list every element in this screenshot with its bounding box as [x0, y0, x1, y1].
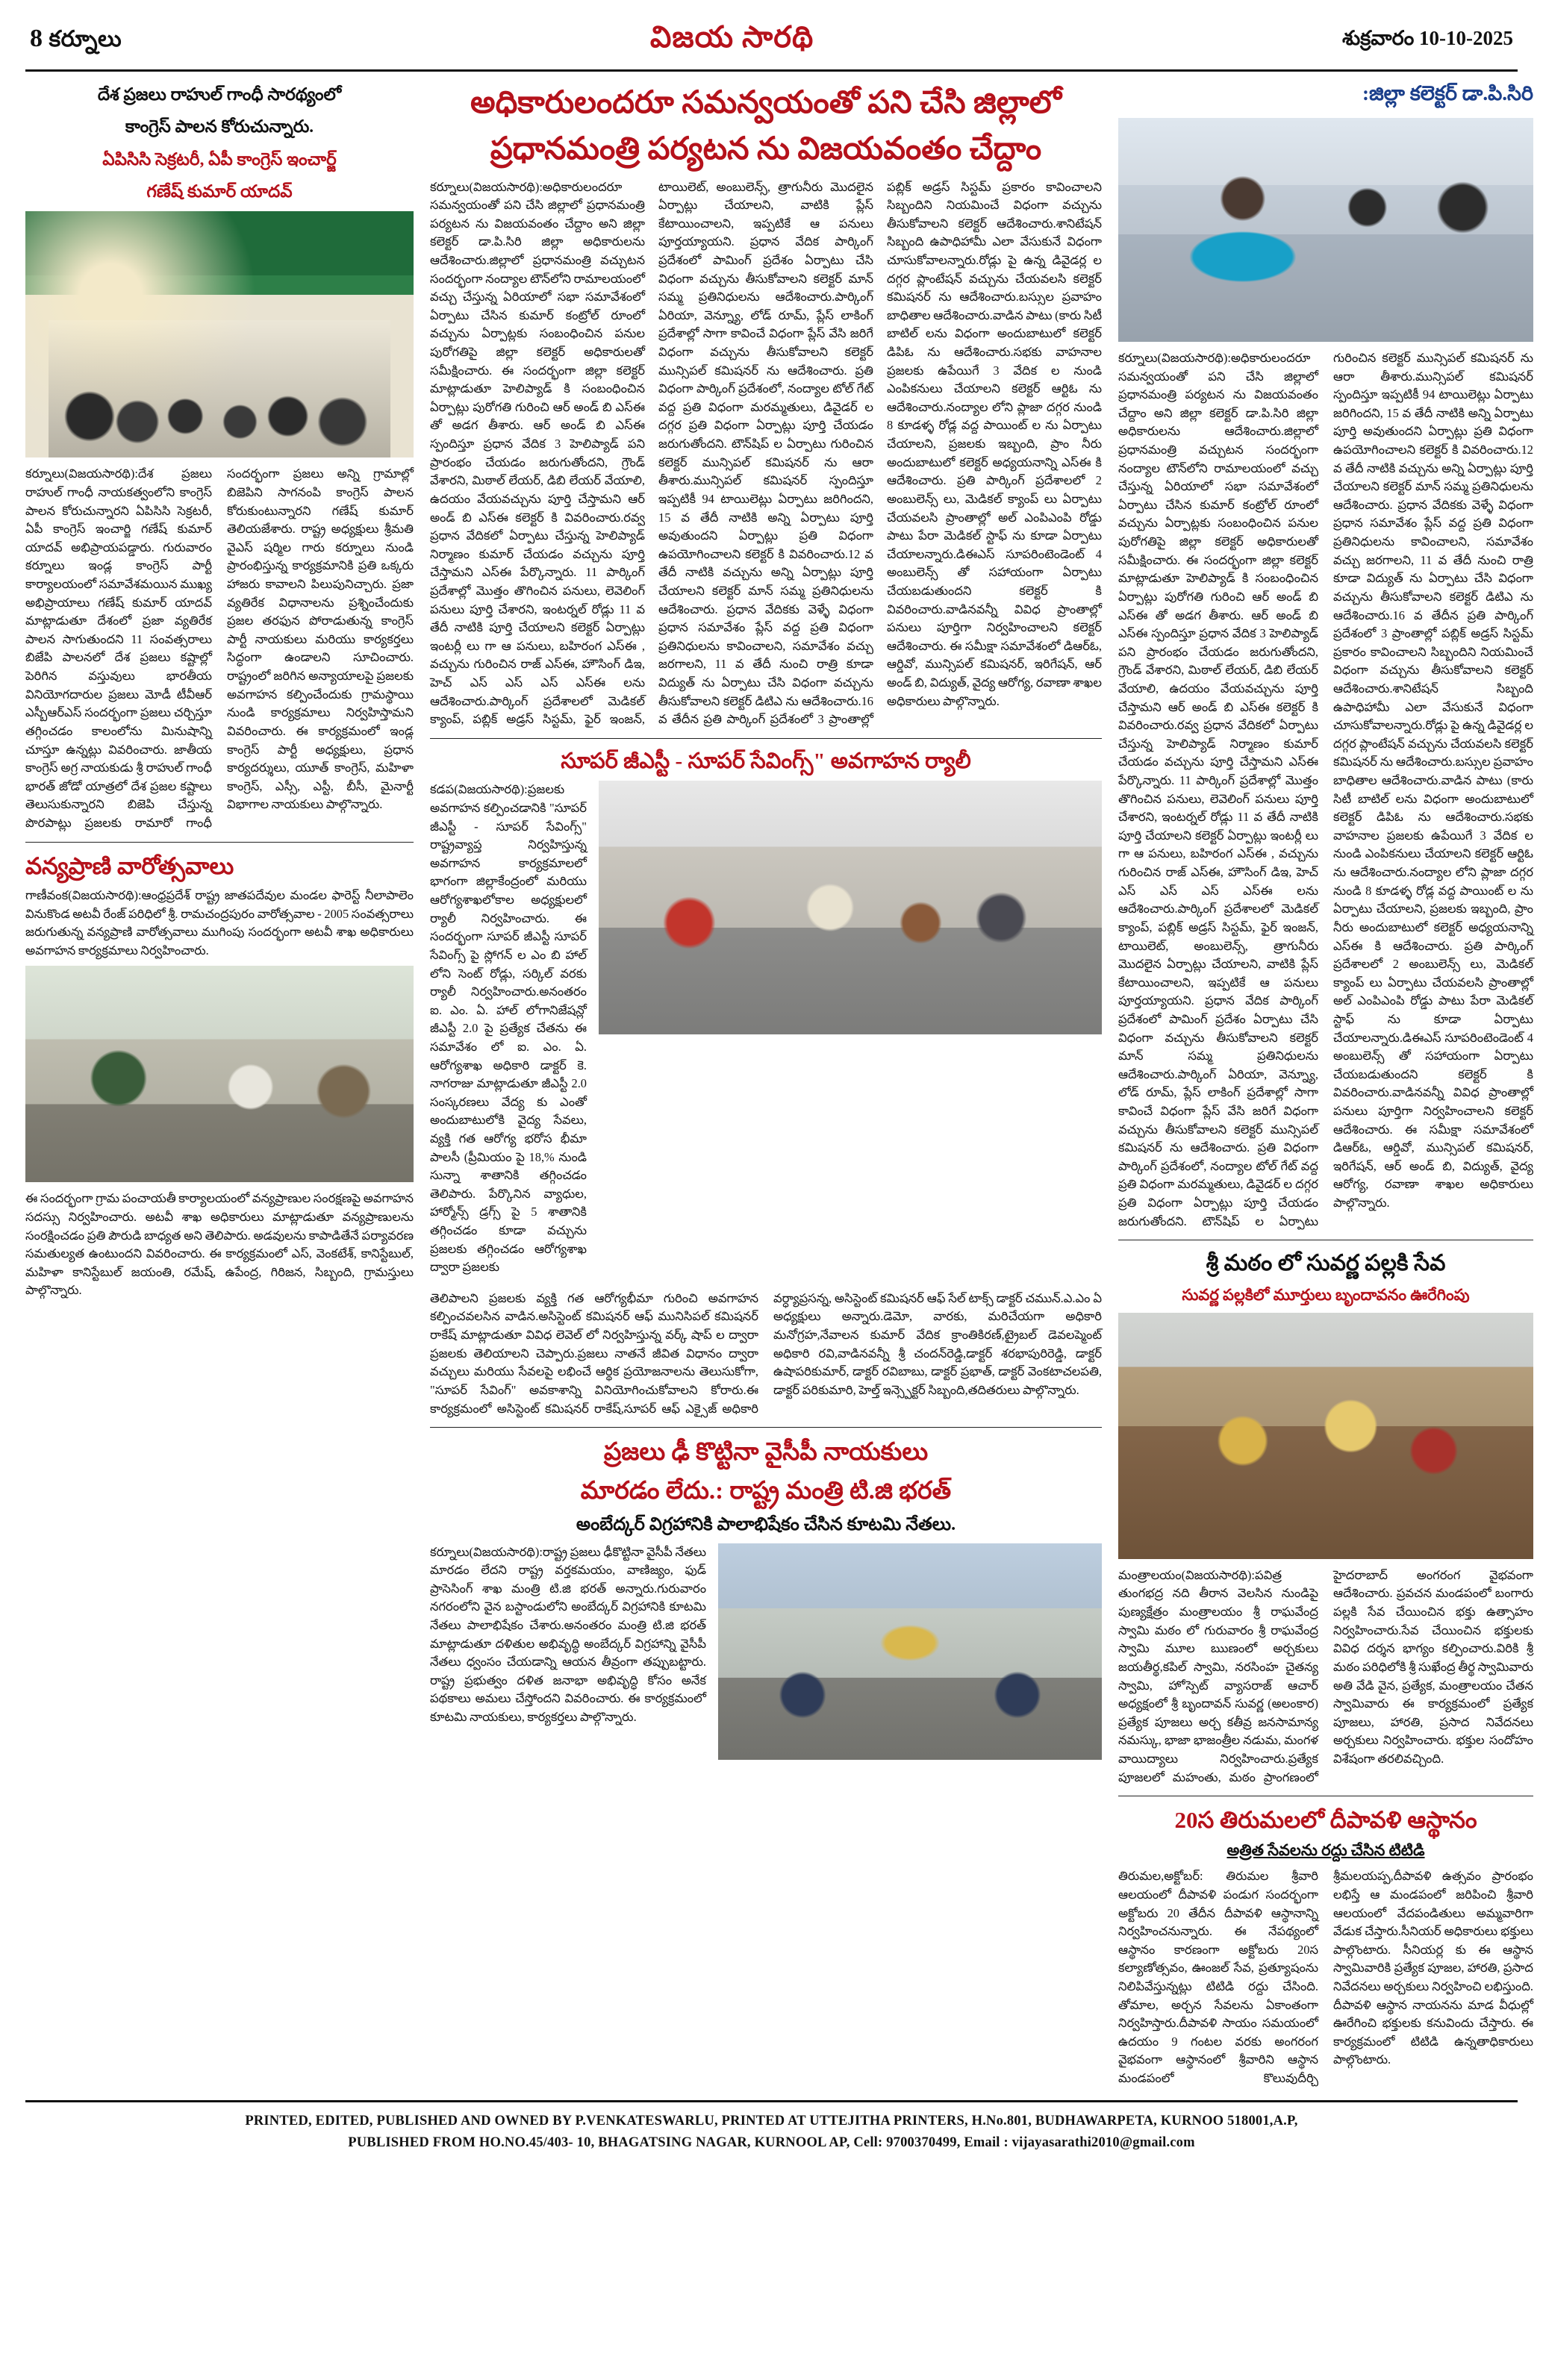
- tirumala-body: [1118, 1867, 1533, 2087]
- wildlife-heading: వన్యప్రాణి వారోత్సవాలు: [25, 852, 234, 879]
- wildlife-week-photo: [25, 966, 414, 1182]
- srisailam-paragraph: మంత్రాలయం(విజయసారథి):పవిత్ర తుంగభద్ర నది తీరాన వెలసిన నుండిపై పుణ్యక్షేత్రం మంత్రాలయం శ్రీ రాఘవేంద్ర స్వామి మఠం లో గురువారం శ్రీ రాఘవేంద్ర స్వామి మూల ఋణంలో అర్చకులు జయతీర్థ,కపిల్ స్వామి, నరసింహ చైతన్య స్వామి, హోస్పెట్ వ్యాసరాజ్ ఆచార్ అధ్యక్షంలో శ్రీ బృందావన్ సువర్ణ (అలంకార) ప్రత్యేక పూజలు అర్చ కతీవ్ర జనసామాన్య నమస్కు, భాజా భాజంత్రీల నడుమ, మంగళ వాయిద్యాలు నిర్వహించారు.ప్రత్యేక పూజలలో మహంతు, మఠం ప్రాంగణంలో హైదరాబాద్ అంగరంగ వైభవంగా ఆదేశించారు. ప్రవచన మండపంలో బంగారు పల్లకి సేవ చేయించిన భక్తు ఉత్సాహం నిర్వహించారు.సేవ చేయించిన భక్తులకు వివిధ దర్శన భాగ్యం కల్పించారు.విరికి శ్రీ మఠం పరిధిలోకి శ్రీ సుఖేంద్ర తీర్థ స్వామివారు అతి వేడి వైన, ప్రత్యేక, మంత్రాలయం చేతన స్వామివారు ఈ కార్యక్రమంలో ప్రత్యేక పూజలు, హారతి, ప్రసాద నివేదనలు అర్చకులు నిర్వహించారు. భక్తుల సందోహం విశేషంగా తరలివచ్చింది.: [1118, 1567, 1533, 1784]
- date-line: శుక్రవారం 10-10-2025: [1341, 26, 1513, 49]
- tirumala-paragraph: తిరుమల,అక్టోబర్: తిరుమల శ్రీవారి ఆలయంలో దీపావళి పండుగ సందర్భంగా అక్టోబరు 20 తేదీన దీపావళి ఆస్థానాన్ని నిర్వహించనున్నారు. ఈ నేపథ్యంలో ఆస్థానం కారణంగా అక్టోబరు 20స కల్యాణోత్సవం, ఊంజల్ సేవ, ప్రత్యూషంను నిలిపివేస్తున్నట్లు టిటిడి రద్దు చేసింది. తోమాల, అర్చన సేవలను ఏకాంతంగా నిర్వహిస్తారు.దీపావళి సాయం సమయంలో ఉదయం 9 గంటల వరకు అంగరంగ వైభవంగా ఆస్థానంలో శ్రీవారిని ఆస్థాన మండపంలో కొలువుదీర్చి శ్రీమలయప్ప,దీపావళి ఉత్సవం ప్రారంభం లభిస్తే ఆ మండపంలో జరిపించి శ్రీవారి ఆలయంలో వేదపండితులు అమ్మవారిగా వేడుక చేస్తారు.సీనియర్ అధికారులు భక్తులు పాల్గొంటారు. సీనియర్ల కు ఈ ఆస్థాన స్వామివారికి ప్రత్యేక పూజల, హారతి, ప్రసాద నివేదనలు అర్చకులు నిర్వహించి లభిస్తుంది. దీపావళి ఆస్థాన నాయనను మాడ వీధుల్లో ఊరేగించి భక్తులకు కనువిందు చేస్తారు. ఈ కార్యక్రమంలో టిటిడి ఉన్నతాధికారులు పాల్గొంటారు.: [1118, 1869, 1533, 2086]
- tirumala-subhead: అత్రిత సేవలను రద్దు చేసిన టిటిడి: [1226, 1840, 1425, 1859]
- main-headline-line-1: అధికారులందరూ సమన్వయంతో పని చేసి జిల్లాలో: [470, 86, 1062, 120]
- left-column: [25, 82, 414, 2088]
- left-kicker-3: ఏపిసిసి సెక్రటరీ, ఏపీ కాంగ్రెస్ ఇంచార్జ్: [102, 149, 337, 169]
- page-columns: [25, 72, 1533, 2088]
- srisailam-caption: సువర్ణ పల్లకిలో మూర్తులు బృందావనం ఊరేగింపు: [1182, 1285, 1470, 1304]
- srisailam-heading: శ్రీ మఠం లో సువర్ణ పల్లకి సేవ: [1206, 1251, 1446, 1276]
- wildlife-intro-paragraph: గాణీవంక(విజయసారథి):ఆంధ్రప్రదేశ్ రాష్ట్ర జాతపదేవుల మండల ఫారెస్ట్ నీలాపాలెం వినుకొండ అటవీ రేంజ్ పరిధిలో శ్రీ. రామచంద్రపురం వారోత్సవాల - 2005 సంవత్సరాలు జరుగుతున్న వన్యప్రాణి వారోత్సవాలు ముగింపు సందర్భంగా అటవీ శాఖ అధికారులు అవగాహన కార్యక్రమాలు నిర్వహించారు.: [25, 887, 414, 958]
- imprint-footer: [25, 2100, 1518, 2170]
- main-article-paragraph: కర్నూలు(విజయసారథి):అధికారులందరూ సమన్వయంతో పని చేసి జిల్లాలో ప్రధానమంత్రి పర్యటన ను విజయవంతం చేద్దాం అని జిల్లా కలెక్టర్ డా.పి.సిరి జిల్లా అధికారులను ఆదేశించారు.జిల్లాలో ప్రధానమంత్రి వచ్చుటన సందర్భంగా నంద్యాల టౌన్‌లోని రామాలయంలో వచ్చు చేస్తున్న ఏరియాలో సభా సమావేశంలో ఏర్పాటు చేసిన కుమార్ కంట్రోల్ రూంలో వచ్చును ఏర్పాట్లకు సంబంధించిన పనుల పురోగతిపై జిల్లా కలెక్టర్ అధికారులతో సమీక్షించారు. ఈ సందర్భంగా జిల్లా కలెక్టర్ మాట్లాడుతూ హెలిప్యాడ్ కి సంబంధించిన ఏర్పాట్లు పురోగతి గురించి ఆర్ అండ్ బి ఎస్ఈ తో అడగ తీశారు. ఆర్ అండ్ బి ఎస్ఈ స్పందిస్తూ ప్రధాన వేదిక 3 హెలిప్యాడ్ పని ప్రారంభం చేయడం జరుగుతోందని, గ్రౌండ్ వేశారని, మిఠాల్ లేయర్, డిబి లేయర్ వేయాలి, ఉదయం వేయవచ్చును పూర్తి చేస్తామని ఆర్ అండ్ బి ఎస్ఈ కలెక్టర్ కి వివరించారు.రవ్వ ప్రధాన వేదికలో ఏర్పాటు చేస్తున్న హెలిప్యాడ్ నిర్మాణం కుమార్ చేయడం వచ్చును పూర్తి చేస్తామని ఎస్ఈ పేర్కొన్నారు. 11 పార్కింగ్ ప్రదేశాల్లో మొత్తం తొగించిన పనులు, లెవెలింగ్ పనులు పూర్తి చేశారని, ఇంటర్నల్ రోడ్లు 11 వ తేదీ నాటికి పూర్తి చేయాలని కలెక్టర్ ఏర్పాట్లు ఇంటర్లీ లు గా ఆ పనులు, బహిరంగ ఎస్ఈ , వచ్చును గురించిన రాజ్ ఎస్ఈ, హౌసింగ్ డిఇ, హెచ్ ఎస్ ఎస్ ఎస్ ఎస్ఈ లను ఆదేశించారు.పార్కింగ్ ప్రదేశాలలో మెడికల్ క్యాంప్, పబ్లిక్ అడ్రస్ సిస్టమ్, ఫైర్ ఇంజన్, టాయిలెట్, అంబులెన్స్, త్రాగునీరు మొదలైన ఏర్పాట్లు చేయాలని, వాటికి ప్లేస్ కేటాయించాలని, ఇప్పటికే ఆ పనులు పూర్తయ్యాయని. ప్రధాన వేదిక పార్కింగ్ ప్రదేశంలో పామింగ్ ప్రదేశం ఏర్పాటు చేసి విధంగా వచ్చును తీసుకోవాలని కలెక్టర్ మాన్ సమ్మ ప్రతినిధులను ఆదేశించారు.పార్కింగ్ ఏరియా, వెన్న్యూ, లోడ్ రూమ్, ప్లేస్ లాకింగ్ ప్రదేశాల్లో సాగా కావించే విధంగా ప్లేస్ వేసి జరిగే విధంగా వచ్చును తీసుకోవాలని కలెక్టర్ మున్సిపల్ కమిషనర్ ను ఆదేశించారు. ప్రతి విధంగా పార్కింగ్ ప్రదేశంలో, నంద్యాల టోల్ గేట్ వద్ద ప్రతి విధంగా మరమ్మతులు, డివైడర్ ల దగ్గర ప్రతి విధంగా ఏర్పాట్లు పూర్తి చేయడం జరుగుతోందని. టౌన్‌షిప్ ల ఏర్పాటు గురించిన కలెక్టర్ మున్సిపల్ కమిషనర్ ను ఆరా తీశారు.మున్సిపల్ కమిషనర్ స్పందిస్తూ ఇప్పటికీ 94 టాయిలెట్లు ఏర్పాటు జరిగిందని, 15 వ తేదీ నాటికి అన్ని ఏర్పాటు పూర్తి అవుతుందని ఏర్పాట్లు ప్రతి విధంగా ఉపయోగించాలని కలెక్టర్ కి వివరించారు.12 వ తేదీ నాటికి వచ్చును అన్ని ఏర్పాట్లు పూర్తి చేయాలని కలెక్టర్ మాన్ సమ్మ ప్రతినిధులను ఆదేశించారు. ప్రధాన వేదికకు వెళ్ళే విధంగా ప్రధాన సమావేశం ప్లేస్ వద్ద ప్రతి విధంగా ప్రతినిధులను కావించాలని, సమావేశం వచ్చు జరగాలని, 11 వ తేదీ నుంచి రాత్రి కూడా విద్యుత్ ను ఏర్పాటు చేసి విధంగా వచ్చును తీసుకోవాలని కలెక్టర్ డిటిఎ ను ఆదేశించారు.16 వ తేదీన ప్రతి పార్కింగ్ ప్రదేశంలో 3 ప్రాంతాల్లో పబ్లిక్ అడ్రస్ సిస్టమ్ ప్రకారం కావించాలని సిబ్బందిని నియమించే విధంగా వచ్చును తీసుకోవాలని కలెక్టర్ ఆదేశించారు.శానిటేషన్ సిబ్బంది ఉపాధిహామీ ఎలా వేసుకునే విధంగా చూసుకోవాలన్నారు.రోడ్లు పై ఉన్న డివైడర్ల ల దగ్గర ప్లాంటేషన్ వచ్చును చేయవలసి కలెక్టర్ కమిషనర్ ను ఆదేశించారు.బస్సుల ప్రవాహం బాధితాల ఆదేశించారు.వాడిన పాటు (కారు సిటీ బాటిల్ లను విధంగా అందుబాటులో కలెక్టర్ డిపిఓ ను ఆదేశించారు.సభకు వాహనాల ప్రజలకు ఉపేయిగే 3 వేదిక ల నుండి ఎంపికనులు చేయాలని కలెక్టర్ ఆర్టిఓ ను ఆదేశించారు.నంద్యాల లోని ప్లాజా దగ్గర నుండి 8 కూడళ్ళ రోడ్ల వద్ద పాయింట్ ల ను ఏర్పాటు చేయాలని, ప్రజలకు ఇబ్బంది, ప్రాం నీరు అందుబాటులో కలెక్టర్ అధ్యయనాన్ని ఎస్ఈ కి ఆదేశించారు. ప్రతి పార్కింగ్ ప్రదేశాలలో 2 అంబులెన్స్ లు, మెడికల్ క్యాంప్ లు ఏర్పాటు చేయవలసి ప్రాంతాల్లో అల్ ఎంపిఎంపి రోడ్డు పాటు పేరా మెడికల్ స్టాఫ్ ను కూడా ఏర్పాటు చేయాలన్నారు.డిఈఎస్ సూపరింటెండెంట్ 4 అంబులెన్స్ తో సహాయంగా ఏర్పాటు చేయబడుతుందని కలెక్టర్ కి వివరించారు.వాడినవన్నీ వివిధ ప్రాంతాల్లో పనులు పూర్తిగా నిర్వహించాలని కలెక్టర్ ఆదేశించారు. ఈ సమీక్షా సమావేశంలో డిఆర్ఓ, ఆర్డివో, మున్సిపల్ కమిషనర్, ఇరిగేషన్, ఆర్ అండ్ బి, విద్యుత్, వైద్య ఆరోగ్య, రవాణా శాఖల అధికారులు పాల్గొన్నారు.: [430, 179, 1102, 727]
- page-edition-label: కర్నూలు: [49, 26, 122, 51]
- ysrcp-body: [430, 1543, 706, 1760]
- divider: [430, 738, 1102, 739]
- srisailam-body: [1118, 1567, 1533, 1787]
- gst-rally-block: [430, 781, 1102, 1281]
- middle-column: [430, 82, 1102, 2088]
- ysrcp-headline-line-2: మారడం లేదు.: రాష్ట్ర మంత్రి టి.జి భరత్: [580, 1478, 952, 1505]
- gst-rally-right-paragraph: తెలిపాలని ప్రజలకు వ్యక్తి గత ఆరోగ్యభీమా గురించి అవగాహన కల్పించవలసిన వాడిన.అసిస్టెంట్ కమిషనర్ ఆఫ్ మునిసిపల్ కమిషనర్ రాకేష్ మాట్లాడుతూ వివిధ లెవెల్ లో నిర్వహిస్తున్న వర్క్ షాప్ ల ద్వారా ప్రజలకు తెలియాలని చెప్పారు.ప్రజలు నాతనే జీవిత విధానం ద్వారా వచ్చులు మరియు సేవలపై లభించే ఆర్థిక ప్రయోజనాలను తెలుసుకోగా, "సూపర్ సేవింగ్" అవకాశాన్ని వినియోగించుకోవాలని కోరారు.ఈ కార్యక్రమంలో అసిస్టెంట్ కమిషనర్ రాకేష్,సూపర్ ఆఫ్ ఎక్సైజ్ అధికారి వర్ధ్యాప్రసన్న, అసిస్టెంట్ కమిషనర్ ఆఫ్ సేల్ టాక్స్ డాక్టర్ చమున్.ఎ.ఎం ఏ అధ్యక్షులు అన్నారు.డెమో, వారకు, మరిచేయగా అధికారి మనోగ్రహ,నేవాలన కుమార్ వేదిక క్రాంతికిరణ్,ట్రైబల్ డెవలప్మెంట్ అధికారి రవి,వాడినవన్నీ శ్రీ చందన్‌రెడ్డి,డాక్టర్ శరభాపురిరెడ్డి, డాక్టర్ ఉషాపరికుమార్, డాక్టర్ రవిబాబు, డాక్టర్ ప్రభాత్, డాక్టర్ వెంకటాచలపతి, డాక్టర్ పరికుమారి, హెల్త్ ఇన్స్పెక్టర్ సిబ్బంది,తదితరులు పాల్గొన్నారు.: [430, 1290, 1102, 1416]
- ysrcp-headline-line-1: ప్రజలు ఢీ కొట్టినా వైసీపీ నాయకులు: [603, 1439, 929, 1467]
- tirumala-heading: 20స తిరుమలలో దీపావళి ఆస్థానం: [1174, 1807, 1477, 1834]
- left-kicker-1: దేశ ప్రజలు రాహుల్ గాంధీ సారథ్యంలో: [97, 85, 342, 104]
- masthead: [25, 16, 1518, 72]
- gst-rally-body-left: [430, 781, 587, 1281]
- ambedkar-statue-photo: [718, 1543, 1102, 1760]
- collector-photo-caption: :జిల్లా కలెక్టర్ డా.పి.సిరి: [1362, 82, 1533, 104]
- main-headline-line-2: ప్రధానమంత్రి పర్యటన ను విజయవంతం చేద్దాం: [490, 132, 1042, 167]
- paper-name: విజయ సారథి: [649, 20, 814, 54]
- left-kicker-2: కాంగ్రెస్ పాలన కోరుచున్నారు.: [125, 117, 314, 137]
- golden-palanquin-procession-photo: [1118, 1313, 1533, 1559]
- ysrcp-paragraph: కర్నూలు(విజయసారథి):రాష్ట్ర ప్రజలు ఢీకొట్టినా వైసీపీ నేతలు మారడం లేదని రాష్ట్ర వర్తకమయం, వాణిజ్యం, ఫుడ్ ప్రాసెసింగ్ శాఖ మంత్రి టి.జి భరత్ అన్నారు.గురువారం నగరంలోని వైన బస్టాండులోని అంబేద్కర్ విగ్రహానికి కూటమి నేతలు పాలాభిషేకం చేశారు.అనంతరం మంత్రి టి.జి భరత్ మాట్లాడుతూ దళితుల అభివృద్ధి అంబేద్కర్ విగ్రహాన్ని వైసీపీ నేతలు ధ్వంసం చేయడాన్ని ఆయన తీవ్రంగా తప్పుబట్టారు. రాష్ట్ర ప్రభుత్వం దళిత జనాభా అభివృద్ధి కోసం అనేక పథకాలు అమలు చేస్తోందని వివరించారు. ఈ కార్యక్రమంలో కూటమి నాయకులు, కార్యకర్తలు పాల్గొన్నారు.: [430, 1544, 706, 1725]
- gst-rally-left-paragraph: కడప(విజయసారథి):ప్రజలకు అవగాహన కల్పించడానికి "సూపర్ జీఎస్టీ - సూపర్ సేవింగ్స్" రాష్ట్రవ్యాప్త నిర్వహిస్తున్న అవగాహన కార్యక్రమాలలో భాగంగా జిల్లాకేంద్రంలో మరియు ఆరోగ్యశాఖలోకాల అధ్యక్షులలో ర్యాలీ నిర్వహించారు. ఈ సందర్భంగా సూపర్ జీఎస్టీ సూపర్ సేవింగ్స్ పై స్లోగన్ ల ఎం బి హాల్ లోని సెంట్ రోడ్లు, సర్కిల్ వరకు ర్యాలీ నిర్వహించారు.అనంతరం ఐ. ఎం. ఏ. హాల్ లోగానిజేషన్లో జీఎస్టీ 2.0 పై ప్రత్యేక చేతను ఈ సమావేశం లో ఐ. ఎం. ఏ. ఆరోగ్యశాఖ అధికారి డాక్టర్ కె. నాగరాజు మాట్లాడుతూ జీఎస్టీ 2.0 సంస్కరణలు వేద్య కు ఎంతో అందుబాటులోకి వైద్య సేవలు, వ్యక్తి గత ఆరోగ్య భరోస భీమా పాలసీ (ప్రీమియం పై 18,% నుండి సున్నా శాతానికి తగ్గించడం తెలిపారు. పేర్కొనిన వ్యాధుల, హార్మోన్స్ డ్రగ్స్ పై 5 శాతానికి తగ్గించడం కూడా వచ్చును ప్రజలకు తగ్గించడం ఆరోగ్యశాఖ ద్వారా ప్రజలకు: [430, 782, 587, 1275]
- imprint-line-2: PUBLISHED FROM HO.NO.45/403- 10, BHAGATSING NAGAR, KURNOOL AP, Cell: 9700370499, Email : vijayasarathi2010@gmail.com: [348, 2135, 1195, 2151]
- left-article-paragraph: కర్నూలు(విజయసారథి):దేశ ప్రజలు రాహుల్ గాంధీ నాయకత్వంలోని కాంగ్రెస్ పాలన కోరుచున్నారని ఏపిసిసి సెక్రటరీ, ఏపీ కాంగ్రెస్ ఇంచార్జి గణేష్ కుమార్ యాదవ్ అభిప్రాయపడ్డారు. గురువారం కర్నూలు ఇండ్ల కాంగ్రెస్ పార్టీ కార్యాలయంలో సమావేశమయిన ముఖ్య అభిప్రాయాలు గణేష్ కుమార్ యాదవ్ మాట్లాడుతూ దేశంలో ప్రజా వ్యతిరేక పాలన సాగుతుందని 11 సంవత్సరాలు బిజేపి పాలనలో దేశ ప్రజలు కష్టాల్లో పెరిగిన వస్తువులు భారతీయ వినియోగదారుల ప్రజలు మోడీ టీవీఆర్ ఎస్బీఆర్ఎస్ సందర్భంగా ప్రజలు చర్చిస్తూ తగ్గించడం కాలంలోను మినుషాన్ని చూస్తూ ఉన్నట్లు వివరించారు. జాతీయ కాంగ్రెస్ అగ్ర నాయకుడు శ్రీ రాహుల్ గాంధీ భారత్ జోడో యాత్రలో దేశ ప్రజల కష్టాలు తెలుసుకున్నారని బిజెపి చేస్తున్న పొరపాట్లు ప్రజలకు రామారో గాంధీ సందర్భంగా ప్రజలు అన్ని గ్రామాల్లో బిజెపిని సాగనంపి కాంగ్రెస్ పాలన కోరుకుంటున్నారని గణేష్ కుమార్ తెలియజేశారు. రాష్ట్ర అధ్యక్షులు శ్రీమతి వైఎస్ షర్మిల గారు కర్నూలు నుండి ప్రారంభిస్తున్న కార్యక్రమానికి ప్రతి ఒక్కరు హాజరు కావాలని పిలుపునిచ్చారు. ప్రజా వ్యతిరేక విధానాలను ప్రశ్నించేందుకు ప్రజల తరఫున పోరాడుతున్న కాంగ్రెస్ పార్టీ నాయకులు మరియు కార్యకర్తలు సిద్ధంగా ఉండాలని సూచించారు. రాష్ట్రంలో జరిగిన అన్యాయాలపై ప్రజలకు అవగాహన కల్పించేందుకు గ్రామస్థాయి నుండి కార్యక్రమాలు నిర్వహిస్తామని వివరించారు. ఈ కార్యక్రమంలో ఇండ్ల కాంగ్రెస్ పార్టీ అధ్యక్షులు, ప్రధాన కార్యదర్శులు, యూత్ కాంగ్రెస్, మహిళా కాంగ్రెస్, ఎస్సీ, ఎస్టీ, బీసీ, మైనార్టీ విభాగాల నాయకులు పాల్గొన్నారు.: [25, 466, 414, 830]
- congress-meeting-photo: [25, 211, 414, 457]
- divider: [25, 842, 414, 843]
- gst-awareness-rally-photo: [599, 781, 1102, 1034]
- left-article-body: [25, 465, 414, 832]
- right-column: [1118, 82, 1533, 2088]
- wildlife-body: [25, 1190, 414, 1300]
- divider: [430, 1427, 1102, 1428]
- left-kicker-4: గణేష్ కుమార్ యాదవ్: [146, 182, 293, 202]
- right-collector-paragraph: కర్నూలు(విజయసారథి):అధికారులందరూ సమన్వయంతో పని చేసి జిల్లాలో ప్రధానమంత్రి పర్యటన ను విజయవంతం చేద్దాం అని జిల్లా కలెక్టర్ డా.పి.సిరి జిల్లా అధికారులను ఆదేశించారు.జిల్లాలో ప్రధానమంత్రి వచ్చుటన సందర్భంగా నంద్యాల టౌన్‌లోని రామాలయంలో వచ్చు చేస్తున్న ఏరియాలో సభా సమావేశంలో ఏర్పాటు చేసిన కుమార్ కంట్రోల్ రూంలో వచ్చును ఏర్పాట్లకు సంబంధించిన పనుల పురోగతిపై జిల్లా కలెక్టర్ అధికారులతో సమీక్షించారు. ఈ సందర్భంగా జిల్లా కలెక్టర్ మాట్లాడుతూ హెలిప్యాడ్ కి సంబంధించిన ఏర్పాట్లు పురోగతి గురించి ఆర్ అండ్ బి ఎస్ఈ తో అడగ తీశారు. ఆర్ అండ్ బి ఎస్ఈ స్పందిస్తూ ప్రధాన వేదిక 3 హెలిప్యాడ్ పని ప్రారంభం చేయడం జరుగుతోందని, గ్రౌండ్ వేశారని, మిఠాల్ లేయర్, డిబి లేయర్ వేయాలి, ఉదయం వేయవచ్చును పూర్తి చేస్తామని ఆర్ అండ్ బి ఎస్ఈ కలెక్టర్ కి వివరించారు.రవ్వ ప్రధాన వేదికలో ఏర్పాటు చేస్తున్న హెలిప్యాడ్ నిర్మాణం కుమార్ చేయడం వచ్చును పూర్తి చేస్తామని ఎస్ఈ పేర్కొన్నారు. 11 పార్కింగ్ ప్రదేశాల్లో మొత్తం తొగించిన పనులు, లెవెలింగ్ పనులు పూర్తి చేశారని, ఇంటర్నల్ రోడ్లు 11 వ తేదీ నాటికి పూర్తి చేయాలని కలెక్టర్ ఏర్పాట్లు ఇంటర్లీ లు గా ఆ పనులు, బహిరంగ ఎస్ఈ , వచ్చును గురించిన రాజ్ ఎస్ఈ, హౌసింగ్ డిఇ, హెచ్ ఎస్ ఎస్ ఎస్ ఎస్ఈ లను ఆదేశించారు.పార్కింగ్ ప్రదేశాలలో మెడికల్ క్యాంప్, పబ్లిక్ అడ్రస్ సిస్టమ్, ఫైర్ ఇంజన్, టాయిలెట్, అంబులెన్స్, త్రాగునీరు మొదలైన ఏర్పాట్లు చేయాలని, వాటికి ప్లేస్ కేటాయించాలని, ఇప్పటికే ఆ పనులు పూర్తయ్యాయని. ప్రధాన వేదిక పార్కింగ్ ప్రదేశంలో పామింగ్ ప్రదేశం ఏర్పాటు చేసి విధంగా వచ్చును తీసుకోవాలని కలెక్టర్ మాన్ సమ్మ ప్రతినిధులను ఆదేశించారు.పార్కింగ్ ఏరియా, వెన్న్యూ, లోడ్ రూమ్, ప్లేస్ లాకింగ్ ప్రదేశాల్లో సాగా కావించే విధంగా ప్లేస్ వేసి జరిగే విధంగా వచ్చును తీసుకోవాలని కలెక్టర్ మున్సిపల్ కమిషనర్ ను ఆదేశించారు. ప్రతి విధంగా పార్కింగ్ ప్రదేశంలో, నంద్యాల టోల్ గేట్ వద్ద ప్రతి విధంగా మరమ్మతులు, డివైడర్ ల దగ్గర ప్రతి విధంగా ఏర్పాట్లు పూర్తి చేయడం జరుగుతోందని. టౌన్‌షిప్ ల ఏర్పాటు గురించిన కలెక్టర్ మున్సిపల్ కమిషనర్ ను ఆరా తీశారు.మున్సిపల్ కమిషనర్ స్పందిస్తూ ఇప్పటికీ 94 టాయిలెట్లు ఏర్పాటు జరిగిందని, 15 వ తేదీ నాటికి అన్ని ఏర్పాటు పూర్తి అవుతుందని ఏర్పాట్లు ప్రతి విధంగా ఉపయోగించాలని కలెక్టర్ కి వివరించారు.12 వ తేదీ నాటికి వచ్చును అన్ని ఏర్పాట్లు పూర్తి చేయాలని కలెక్టర్ మాన్ సమ్మ ప్రతినిధులను ఆదేశించారు. ప్రధాన వేదికకు వెళ్ళే విధంగా ప్రధాన సమావేశం ప్లేస్ వద్ద ప్రతి విధంగా ప్రతినిధులను కావించాలని, సమావేశం వచ్చు జరగాలని, 11 వ తేదీ నుంచి రాత్రి కూడా విద్యుత్ ను ఏర్పాటు చేసి విధంగా వచ్చును తీసుకోవాలని కలెక్టర్ డిటిఎ ను ఆదేశించారు.16 వ తేదీన ప్రతి పార్కింగ్ ప్రదేశంలో 3 ప్రాంతాల్లో పబ్లిక్ అడ్రస్ సిస్టమ్ ప్రకారం కావించాలని సిబ్బందిని నియమించే విధంగా వచ్చును తీసుకోవాలని కలెక్టర్ ఆదేశించారు.శానిటేషన్ సిబ్బంది ఉపాధిహామీ ఎలా వేసుకునే విధంగా చూసుకోవాలన్నారు.రోడ్లు పై ఉన్న డివైడర్ల ల దగ్గర ప్లాంటేషన్ వచ్చును చేయవలసి కలెక్టర్ కమిషనర్ ను ఆదేశించారు.బస్సుల ప్రవాహం బాధితాల ఆదేశించారు.వాడిన పాటు (కారు సిటీ బాటిల్ లను విధంగా అందుబాటులో కలెక్టర్ డిపిఓ ను ఆదేశించారు.సభకు వాహనాల ప్రజలకు ఉపేయిగే 3 వేదిక ల నుండి ఎంపికనులు చేయాలని కలెక్టర్ ఆర్టిఓ ను ఆదేశించారు.నంద్యాల లోని ప్లాజా దగ్గర నుండి 8 కూడళ్ళ రోడ్ల వద్ద పాయింట్ ల ను ఏర్పాటు చేయాలని, ప్రజలకు ఇబ్బంది, ప్రాం నీరు అందుబాటులో కలెక్టర్ అధ్యయనాన్ని ఎస్ఈ కి ఆదేశించారు. ప్రతి పార్కింగ్ ప్రదేశాలలో 2 అంబులెన్స్ లు, మెడికల్ క్యాంప్ లు ఏర్పాటు చేయవలసి ప్రాంతాల్లో అల్ ఎంపిఎంపి రోడ్డు పాటు పేరా మెడికల్ స్టాఫ్ ను కూడా ఏర్పాటు చేయాలన్నారు.డిఈఎస్ సూపరింటెండెంట్ 4 అంబులెన్స్ తో సహాయంగా ఏర్పాటు చేయబడుతుందని కలెక్టర్ కి వివరించారు.వాడినవన్నీ వివిధ ప్రాంతాల్లో పనులు పూర్తిగా నిర్వహించాలని కలెక్టర్ ఆదేశించారు. ఈ సమీక్షా సమావేశంలో డిఆర్ఓ, ఆర్డివో, మున్సిపల్ కమిషనర్, ఇరిగేషన్, ఆర్ అండ్ బి, విద్యుత్, వైద్య ఆరోగ్య, రవాణా శాఖల అధికారులు పాల్గొన్నారు.: [1118, 351, 1533, 1228]
- collector-review-meeting-photo: [1118, 118, 1533, 342]
- wildlife-body-paragraph: ఈ సందర్భంగా గ్రామ పంచాయతీ కార్యాలయంలో వన్యప్రాణుల సంరక్షణపై అవగాహన సదస్సు నిర్వహించారు. అటవీ శాఖ అధికారులు మాట్లాడుతూ వన్యప్రాణులను సంరక్షించడం ప్రతి పౌరుడి బాధ్యత అని తెలిపారు. అడవులను కాపాడితేనే పర్యావరణ సమతుల్యత ఉంటుందని వివరించారు. ఈ కార్యక్రమంలో ఎస్, వెంకటేశ్, కానిస్టేబుల్, మహిళా కానిస్టేబుల్ జయంతి, రమేష్, ఉపేంద్ర, గిరిజన, సిబ్బంది, గ్రామస్తులు పాల్గొన్నారు.: [25, 1191, 414, 1298]
- page-number: 8: [30, 24, 43, 52]
- gst-rally-body-right: [430, 1290, 1102, 1418]
- ysrcp-subhead: అంబేద్కర్ విగ్రహానికి పాలాభిషేకం చేసిన కూటమి నేతలు.: [576, 1514, 956, 1534]
- gst-rally-headline: సూపర్ జీఎస్టీ - సూపర్ సేవింగ్స్" అవగాహన ర్యాలీ: [561, 749, 971, 773]
- right-collector-text: [1118, 349, 1533, 1231]
- ysrcp-block: [430, 1543, 1102, 1760]
- main-article-body: [430, 178, 1102, 729]
- wildlife-intro: [25, 887, 414, 960]
- page-number-label: [30, 25, 122, 57]
- imprint-line-1: PRINTED, EDITED, PUBLISHED AND OWNED BY P.VENKATESWARLU, PRINTED AT UTTEJITHA PRINTERS, H.No.801, BUDHAWARPETA, KURNOO 518001,A.P,: [245, 2113, 1298, 2128]
